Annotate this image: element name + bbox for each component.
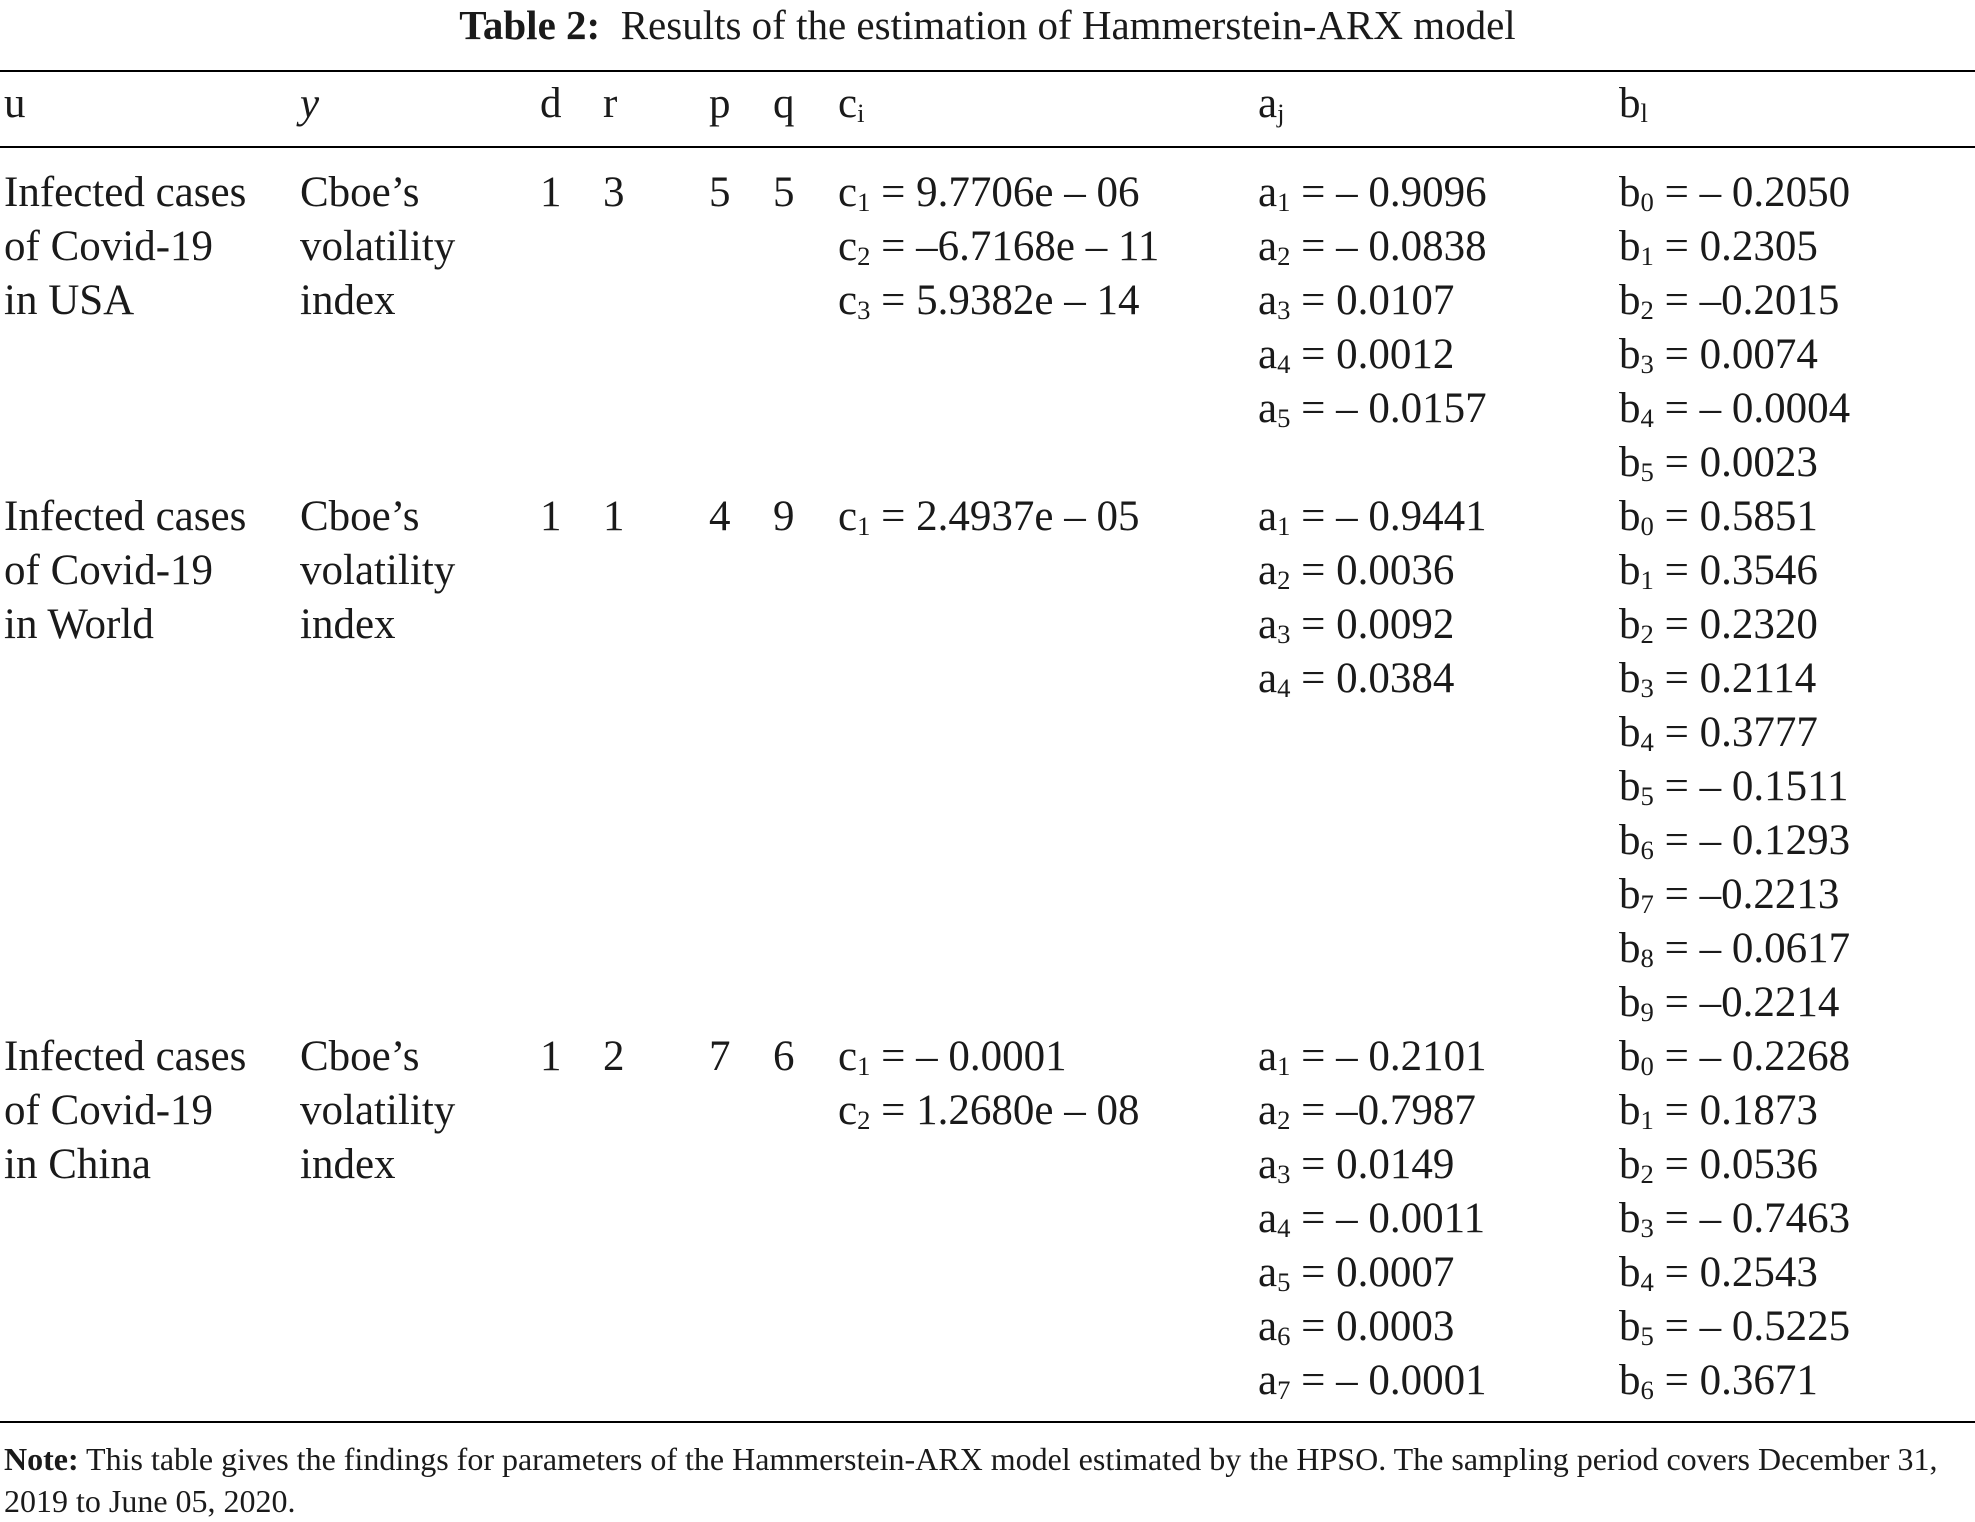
coef-a5: $a_5 = 0.0007$ (1258, 1249, 1455, 1297)
row-world-u (4, 490, 246, 652)
coef-b0: $b_0$ = – 0.2268 (1619, 1033, 1851, 1081)
row-china-u-line: Infected cases (4, 1033, 247, 1080)
row-world-y-line: Cboe’s (300, 493, 420, 540)
bottom-rule (0, 1421, 1975, 1423)
coef-b0: $b_0 = 0.5851$ (1619, 493, 1818, 541)
row-world-q: 9 (773, 493, 795, 540)
row-usa-u (4, 166, 246, 328)
row-usa-c (838, 166, 1159, 328)
note-label: Note: (4, 1441, 79, 1477)
row-china-r: 2 (603, 1033, 625, 1080)
caption-label: Table 2: (459, 2, 601, 48)
coef-c1: $c_1 = 2.4937e - 05$ (838, 493, 1140, 541)
header-a-sub: j (1277, 97, 1285, 128)
coef-b4: $b_4$ = – 0.0004 (1619, 385, 1851, 433)
row-china-b (1619, 1030, 1850, 1408)
row-china-d: 1 (540, 1033, 562, 1080)
coef-a2: $a_2 = 0.0036$ (1258, 547, 1455, 595)
row-usa-u-line: Infected cases (4, 169, 247, 216)
row-world-u-line: in World (4, 601, 154, 648)
row-world-r: 1 (603, 493, 625, 540)
row-usa-u-line: of Covid-19 (4, 223, 214, 270)
coef-b7: $b_7 = -0.2213$ (1619, 871, 1840, 919)
coef-b2: $b_2 = 0.0536$ (1619, 1141, 1818, 1189)
coef-b6: $b_6 = 0.3671$ (1619, 1357, 1818, 1405)
coef-b8: $b_8$ = – 0.0617 (1619, 925, 1851, 973)
coef-c3: $c_3 = 5.9382e - 14$ (838, 277, 1140, 325)
row-usa-y (300, 166, 455, 328)
row-world-c (838, 490, 1140, 544)
row-world-y-line: index (300, 601, 396, 648)
row-usa-y-line: index (300, 277, 396, 324)
header-r: r (603, 80, 618, 127)
row-china-q: 6 (773, 1033, 795, 1080)
coef-c1: $c_1$ = – 0.0001 (838, 1033, 1067, 1081)
coef-a1: $a_1$ = – 0.2101 (1258, 1033, 1487, 1081)
header-b (1619, 77, 1648, 131)
coef-b4: $b_4 = 0.2543$ (1619, 1249, 1818, 1297)
header-c-sub: i (857, 97, 865, 128)
coef-c2: $c_2 = -6.7168e - 11$ (838, 223, 1160, 271)
coef-b5: $b_5$ = – 0.1511 (1619, 763, 1849, 811)
coef-b4: $b_4 = 0.3777$ (1619, 709, 1818, 757)
coef-a7: $a_7$ = – 0.0001 (1258, 1357, 1487, 1405)
coef-a2: $a_2 = -0.7987$ (1258, 1087, 1476, 1135)
coef-b1: $b_1 = 0.3546$ (1619, 547, 1818, 595)
row-world-u-line: Infected cases (4, 493, 247, 540)
coef-a3: $a_3 = 0.0092$ (1258, 601, 1455, 649)
row-world-y-line: volatility (300, 547, 456, 594)
header-c (838, 77, 865, 131)
header-b-sym: b (1619, 80, 1641, 127)
row-usa-u-line: in USA (4, 277, 135, 324)
row-usa-a (1258, 166, 1487, 436)
coef-a2: $a_2$ = – 0.0838 (1258, 223, 1487, 271)
coef-b2: $b_2 = 0.2320$ (1619, 601, 1818, 649)
header-c-sym: c (838, 80, 858, 127)
coef-a1: $a_1$ = – 0.9096 (1258, 169, 1487, 217)
row-china-u-line: in China (4, 1141, 151, 1188)
row-usa-q: 5 (773, 169, 795, 216)
header-b-sub: l (1640, 97, 1648, 128)
caption-text: Results of the estimation of Hammerstein-ARX model (620, 2, 1516, 48)
coef-b1: $b_1 = 0.2305$ (1619, 223, 1818, 271)
coef-c1: $c_1 = 9.7706e - 06$ (838, 169, 1140, 217)
header-u: u (4, 80, 26, 127)
coef-b2: $b_2 = -0.2015$ (1619, 277, 1840, 325)
coef-b3: $b_3$ = – 0.7463 (1619, 1195, 1851, 1243)
row-world-y (300, 490, 455, 652)
coef-b5: $b_5 = 0.0023$ (1619, 439, 1818, 487)
coef-b3: $b_3 = 0.2114$ (1619, 655, 1817, 703)
coef-c2: $c_2 = 1.2680e - 08$ (838, 1087, 1140, 1135)
coef-a4: $a_4$ = – 0.0011 (1258, 1195, 1486, 1243)
top-rule (0, 70, 1975, 72)
header-q: q (773, 80, 795, 127)
coef-a5: $a_5$ = – 0.0157 (1258, 385, 1487, 433)
coef-b0: $b_0$ = – 0.2050 (1619, 169, 1851, 217)
row-china-a (1258, 1030, 1487, 1408)
row-usa-y-line: Cboe’s (300, 169, 420, 216)
header-d: d (540, 80, 562, 127)
coef-b3: $b_3 = 0.0074$ (1619, 331, 1818, 379)
coef-b6: $b_6$ = – 0.1293 (1619, 817, 1851, 865)
coef-a6: $a_6 = 0.0003$ (1258, 1303, 1455, 1351)
coef-b1: $b_1 = 0.1873$ (1619, 1087, 1818, 1135)
row-china-y-line: volatility (300, 1087, 456, 1134)
row-world-b (1619, 490, 1850, 1030)
coef-a4: $a_4 = 0.0384$ (1258, 655, 1455, 703)
coef-a4: $a_4 = 0.0012$ (1258, 331, 1455, 379)
row-usa-y-line: volatility (300, 223, 456, 270)
row-china-c (838, 1030, 1140, 1138)
row-world-u-line: of Covid-19 (4, 547, 214, 594)
coef-b5: $b_5$ = – 0.5225 (1619, 1303, 1851, 1351)
row-world-p: 4 (709, 493, 731, 540)
table-caption (0, 0, 1975, 50)
row-china-u (4, 1030, 246, 1192)
row-world-d: 1 (540, 493, 562, 540)
table-note (4, 1438, 1969, 1522)
row-china-u-line: of Covid-19 (4, 1087, 214, 1134)
row-china-y (300, 1030, 455, 1192)
row-usa-r: 3 (603, 169, 625, 216)
header-y: y (300, 80, 320, 127)
header-rule (0, 146, 1975, 148)
header-p: p (709, 80, 731, 127)
coef-a3: $a_3 = 0.0149$ (1258, 1141, 1455, 1189)
coef-a1: $a_1$ = – 0.9441 (1258, 493, 1487, 541)
row-world-a (1258, 490, 1487, 706)
row-usa-d: 1 (540, 169, 562, 216)
row-china-y-line: Cboe’s (300, 1033, 420, 1080)
row-china-p: 7 (709, 1033, 731, 1080)
header-a (1258, 77, 1285, 131)
header-a-sym: a (1258, 80, 1278, 127)
row-china-y-line: index (300, 1141, 396, 1188)
coef-a3: $a_3 = 0.0107$ (1258, 277, 1455, 325)
coef-b9: $b_9 = -0.2214$ (1619, 979, 1840, 1027)
row-usa-p: 5 (709, 169, 731, 216)
note-text: This table gives the findings for parameters of the Hammerstein-ARX model estimated by the HPSO. The sampling period covers December 31, 2019 to June 05, 2020. (4, 1441, 1938, 1519)
row-usa-b (1619, 166, 1850, 490)
